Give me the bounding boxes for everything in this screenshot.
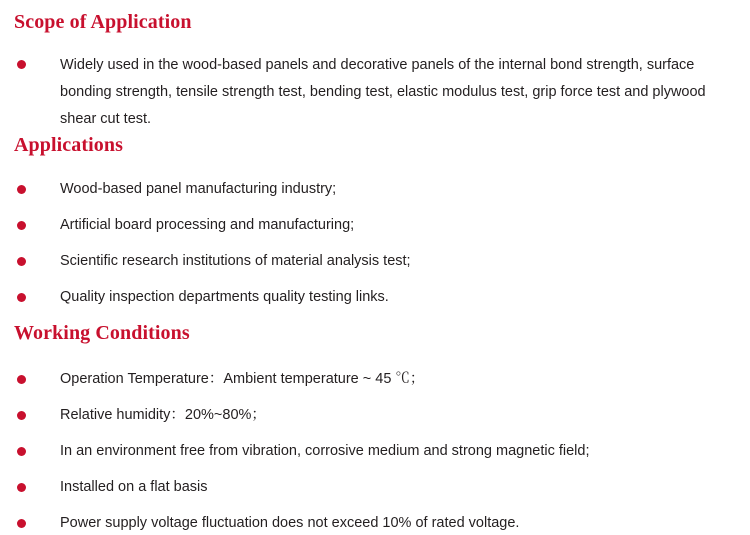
- list-item-text: Widely used in the wood-based panels and decorative panels of the internal bond strength, surface bonding strength, tensile strength test, bending test, elastic modulus test, grip force test and plywood shear cut test.: [60, 57, 706, 127]
- list-item: [14, 403, 736, 427]
- list-item-text: Scientific research institutions of material analysis test;: [60, 253, 411, 269]
- list-item: [14, 249, 736, 273]
- list-item-text: In an environment free from vibration, corrosive medium and strong magnetic field;: [60, 443, 590, 459]
- list-item: [14, 475, 736, 499]
- list-item-text: Wood-based panel manufacturing industry;: [60, 181, 337, 197]
- working-conditions-list: [14, 367, 736, 535]
- list-item: [14, 177, 736, 201]
- list-item: [14, 439, 736, 463]
- bullet-dot-icon: [17, 221, 26, 230]
- applications-list: [14, 177, 736, 309]
- section-heading-working-conditions: Working Conditions: [14, 322, 190, 344]
- bullet-dot-icon: [17, 447, 26, 456]
- bullet-dot-icon: [17, 519, 26, 528]
- list-item-text: Relative humidity：20%~80%；: [60, 407, 266, 423]
- list-item: [14, 511, 736, 535]
- bullet-dot-icon: [17, 375, 26, 384]
- bullet-dot-icon: [17, 257, 26, 266]
- section-heading-scope-of-application: Scope of Application: [14, 11, 192, 33]
- list-item-text: Power supply voltage fluctuation does not exceed 10% of rated voltage.: [60, 515, 520, 531]
- scope-of-application-list: [14, 52, 736, 133]
- list-item-text: Operation Temperature：Ambient temperature ~ 45 ℃；: [60, 371, 425, 387]
- list-item: [14, 213, 736, 237]
- bullet-dot-icon: [17, 293, 26, 302]
- section-heading-applications: Applications: [14, 134, 124, 156]
- bullet-dot-icon: [17, 60, 26, 69]
- list-item: [14, 367, 736, 391]
- bullet-dot-icon: [17, 411, 26, 420]
- list-item: [14, 52, 736, 133]
- list-item-text: Quality inspection departments quality testing links.: [60, 289, 389, 305]
- list-item: [14, 285, 736, 309]
- list-item-text: Artificial board processing and manufacturing;: [60, 217, 355, 233]
- list-item-text: Installed on a flat basis: [60, 479, 208, 495]
- bullet-dot-icon: [17, 185, 26, 194]
- bullet-dot-icon: [17, 483, 26, 492]
